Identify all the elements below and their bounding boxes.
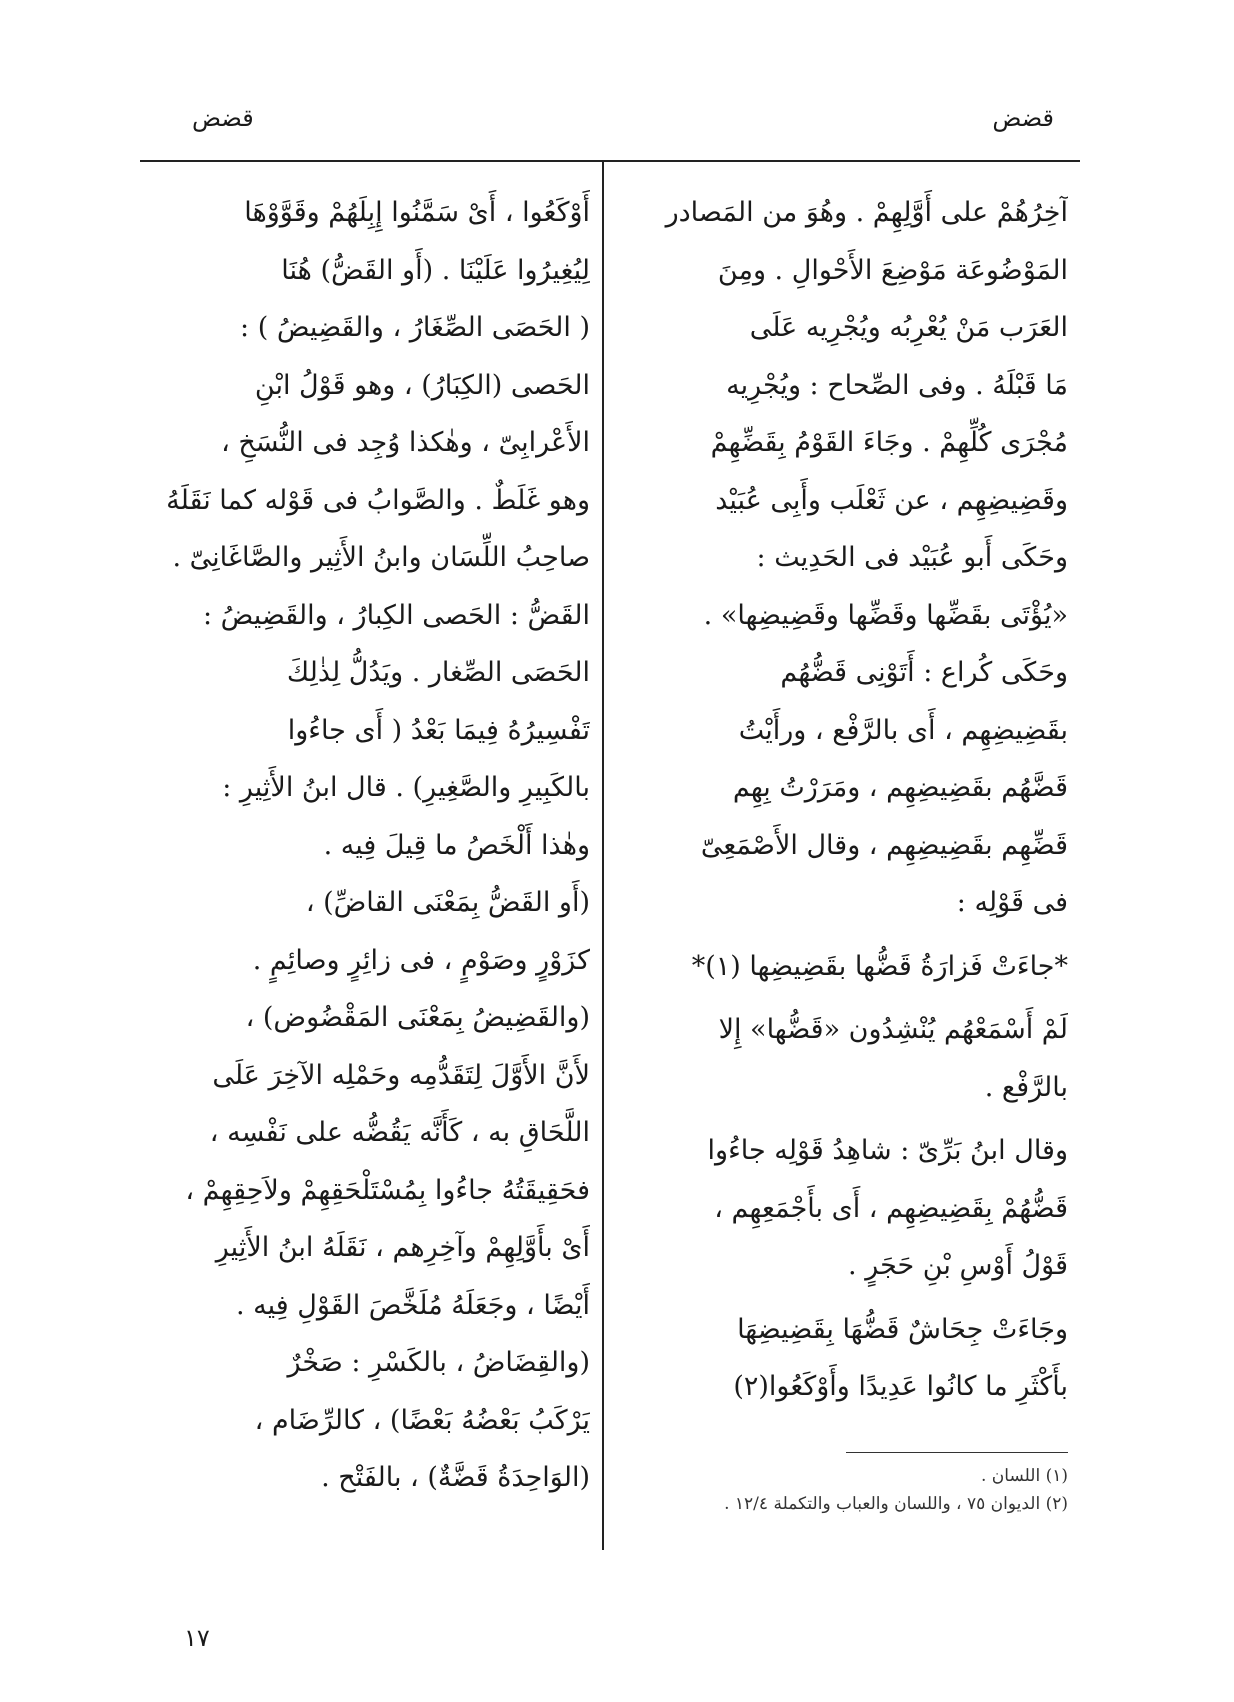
footnote-1: (١) اللسان . <box>981 1466 1068 1486</box>
footnote-2: (٢) الديوان ٧٥ ، واللسان والعباب والتكملة ١٢/٤ . <box>724 1494 1068 1514</box>
text-line: أَىْ بأَوَّلِهِمْ وآخِرِهم ، نَقَلَهُ ابنُ الأَثِيرِ <box>215 1232 590 1263</box>
text-line: الحَصَى الصِّغار . ويَدُلُّ لِذٰلِكَ <box>286 657 590 688</box>
text-line: صاحِبُ اللِّسَان وابنُ الأَثِير والصَّاغَانِىّ . <box>172 542 590 573</box>
page-number: ١٧ <box>184 1624 210 1652</box>
text-line: القَضُّ : الحَصى الكِبارُ ، والقَضِيضُ : <box>202 599 590 631</box>
text-line: وحَكَى كُراع : أَتَوْنِى قَضُّهُم <box>780 657 1068 688</box>
text-line: قَضِّهِم بقَضِيضِهِم ، وقال الأَصْمَعِىّ <box>700 829 1068 861</box>
text-line: اللَّحَاقِ به ، كَأَنَّه يَقُضُّه على نَفْسِه ، <box>209 1117 590 1148</box>
text-line: لِيُغِيرُوا عَلَيْنَا . (أَو القَضُّ) هُنَا <box>281 254 590 286</box>
text-line: فحَقِيقَتُهُ جاءُوا بِمُسْتَلْحَقِهِمْ ولاَحِقِهِمْ ، <box>185 1174 590 1206</box>
text-line: لَمْ أَسْمَعْهُم يُنْشِدُون «قَضُّها» إِلا <box>718 1014 1068 1045</box>
text-line: آخِرُهُمْ على أَوَّلِهِمْ . وهُوَ من المَصادر <box>665 197 1068 228</box>
text-line: وجَاءَتْ جِحَاشٌ قَضُّهَا بِقَضِيضِهَا <box>737 1313 1068 1345</box>
text-line: الأَعْرابِىّ ، وهٰكذا وُجِد فى النُّسَخِ ، <box>221 427 590 458</box>
text-line: (أَو القَضُّ بِمَعْنَى القاضِّ) ، <box>305 887 590 918</box>
text-line: مَا قَبْلَهُ . وفى الصِّحاح : ويُجْرِيه <box>726 369 1068 401</box>
text-line: قَضُّهُمْ بِقَضِيضِهِم ، أَى بأَجْمَعِهِم ، <box>714 1192 1068 1224</box>
text-line: لأَنَّ الأَوَّلَ لِتَقَدُّمِه وحَمْلِه الآخِرَ عَلَى <box>212 1059 590 1091</box>
text-line: تَفْسِيرُهُ فِيمَا بَعْدُ ( أَى جاءُوا <box>287 714 590 746</box>
text-line: مُجْرَى كُلِّهِمْ . وجَاءَ القَوْمُ بِقَضِّهِمْ <box>710 427 1068 458</box>
text-line: بالرَّفْع . <box>984 1071 1068 1103</box>
left-column <box>150 184 590 1507</box>
text-line: ( الحَصَى الصِّغَارُ ، والقَضِيضُ ) : <box>240 312 590 343</box>
text-line: وقَضِيضِهِم ، عن ثَعْلَب وأَبِى عُبَيْد <box>715 484 1068 516</box>
text-line: بأَكْثَرِ ما كانُوا عَدِيدًا وأَوْكَعُوا(٢) <box>733 1371 1068 1402</box>
footnote-rule <box>846 1452 1068 1453</box>
text-line: الحَصى (الكِبَارُ) ، وهو قَوْلُ ابْنِ <box>254 369 590 401</box>
text-line: (والقِضَاضُ ، بالكَسْرِ : صَخْرٌ <box>287 1347 590 1378</box>
header-title-right: قضض <box>992 104 1054 132</box>
text-line: أَيْضًا ، وجَعَلَهُ مُلَخَّصَ القَوْلِ فِيه . <box>235 1289 590 1321</box>
header-rule <box>140 160 1080 162</box>
text-line: المَوْضُوعَة مَوْضِعَ الأَحْوالِ . ومِنَ <box>717 254 1068 286</box>
text-line: قَضَّهُم بقَضِيضِهِم ، ومَرَرْتُ بِهِم <box>732 772 1068 803</box>
text-line: وقال ابنُ بَرِّىّ : شاهِدُ قَوْلِه جاءُوا <box>707 1135 1068 1166</box>
text-line: كزَوْرٍ وصَوْمٍ ، فى زائِرٍ وصائِمٍ . <box>252 944 590 976</box>
text-line: وهو غَلَطٌ . والصَّوابُ فى قَوْله كما نَقَلَهُ <box>166 484 590 516</box>
text-line: بالكَبِيرِ والصَّغِيرِ) . قال ابنُ الأَثِيرِ : <box>222 772 590 803</box>
text-line: (والقَضِيضُ بِمَعْنَى المَقْضُوض) ، <box>245 1002 590 1033</box>
column-divider <box>602 160 604 1550</box>
header-title-left: قضض <box>192 104 254 132</box>
text-line: وهٰذا أَلْخَصُ ما قِيلَ فِيه . <box>323 829 590 861</box>
text-line: «يُؤْتَى بقَضِّها وقَضِّها وقَضِيضِها» . <box>703 599 1068 631</box>
text-line: بقَضِيضِهِم ، أَى بالرَّفْع ، ورأَيْتُ <box>738 714 1068 746</box>
text-line: العَرَب مَنْ يُعْرِبُه ويُجْرِيه عَلَى <box>749 312 1068 343</box>
text-line: *جاءَتْ فَزارَةُ قَضُّها بقَضِيضِها (١)* <box>691 950 1068 982</box>
text-line: قَوْلُ أَوْسِ بْنِ حَجَرٍ . <box>848 1250 1068 1281</box>
text-line: يَرْكَبُ بَعْضُهُ بَعْضًا) ، كالرِّضَام ، <box>254 1404 590 1436</box>
right-column <box>620 184 1068 1416</box>
text-line: وحَكَى أَبو عُبَيْد فى الحَدِيث : <box>756 542 1068 573</box>
text-line: فى قَوْلِه : <box>956 887 1068 918</box>
text-line: أَوْكَعُوا ، أَىْ سَمَّنُوا إِبِلَهُمْ وقَوَّوْهَا <box>244 197 590 228</box>
text-line: (الوَاحِدَةُ قَضَّةٌ) ، بالفَتْح . <box>321 1462 590 1493</box>
